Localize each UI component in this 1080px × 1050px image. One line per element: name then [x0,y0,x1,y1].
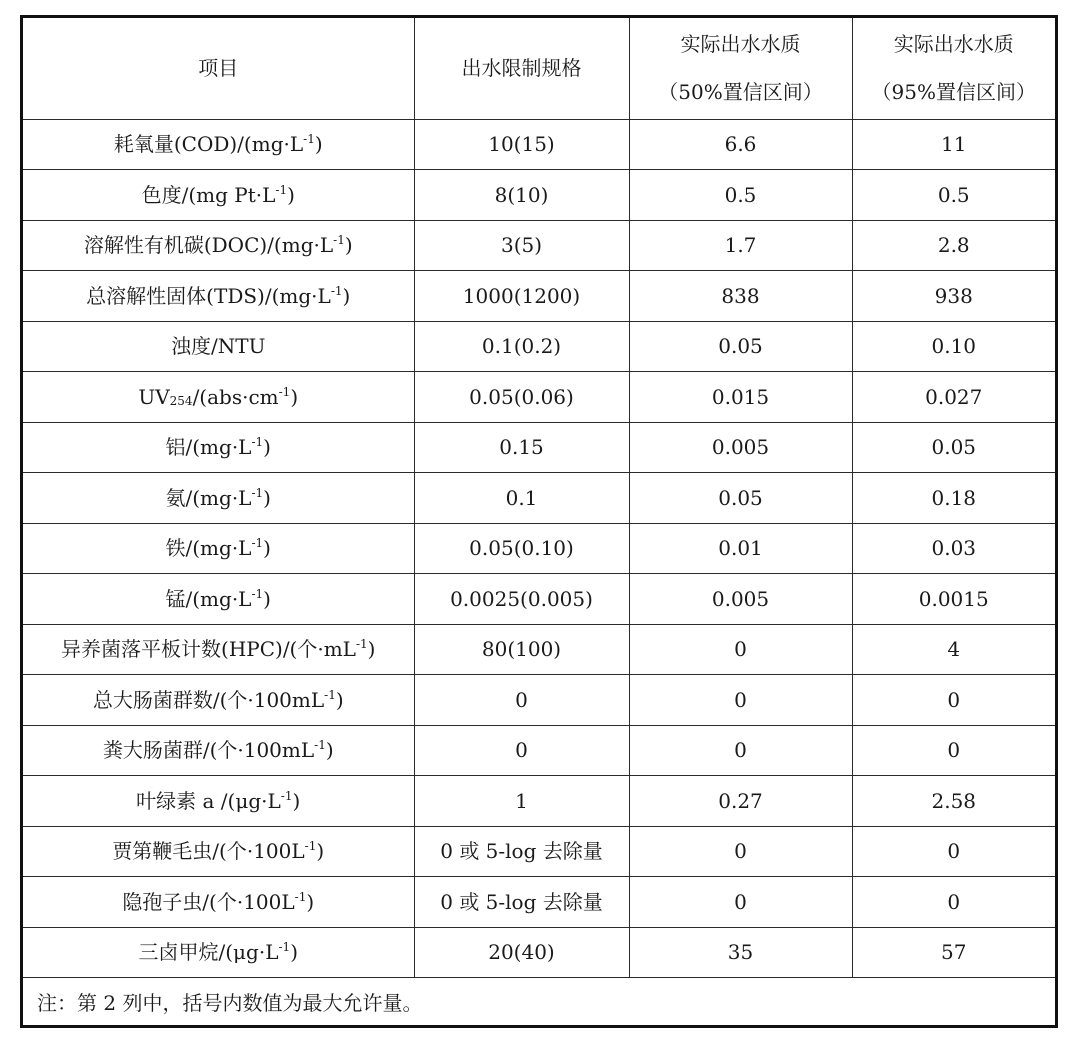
item-superscript: -1 [324,687,336,702]
item-name: 铁/(mg·L [165,536,252,561]
cell-limit: 0.1(0.2) [414,321,629,372]
item-closing: ) [290,384,299,409]
item-superscript: -1 [294,889,307,904]
item-closing: ) [342,283,351,308]
cell-item [23,826,414,877]
cell-quality-95: 11 [852,119,1055,170]
item-name: 粪大肠菌群/(个·100mL [102,738,315,763]
cell-limit: 20(40) [414,927,629,978]
header-item-label: 项目 [198,56,239,81]
item-superscript: -1 [304,839,317,854]
cell-item [23,675,414,726]
cell-limit: 0.05(0.10) [414,523,629,574]
cell-quality-50: 0 [629,826,852,877]
cell-limit: 0 [414,725,629,776]
item-superscript: -1 [275,182,288,197]
table-row [23,170,1055,221]
cell-limit: 0.0025(0.005) [414,574,629,625]
cell-quality-50: 0.05 [629,473,852,524]
header-limit-label: 出水限制规格 [461,56,582,81]
header-quality-95 [852,18,1055,119]
cell-quality-50: 6.6 [629,119,852,170]
header-item [23,18,414,119]
item-superscript: -1 [278,940,291,955]
header-limit [414,18,629,119]
cell-quality-95: 0.5 [852,170,1055,221]
item-name: 溶解性有机碳(DOC)/(mg·L [83,233,334,258]
cell-quality-95: 0 [852,675,1055,726]
item-superscript: -1 [251,435,264,450]
item-closing: ) [325,738,334,763]
table-row [23,422,1055,473]
cell-item [23,877,414,928]
cell-quality-95: 0 [852,877,1055,928]
cell-quality-50: 0.005 [629,422,852,473]
table-row [23,372,1055,423]
item-superscript: -1 [278,384,291,399]
cell-item [23,372,414,423]
item-superscript: -1 [251,485,264,500]
header-quality-50 [629,18,852,119]
item-name: 异养菌落平板计数(HPC)/(个·mL [61,637,356,662]
item-name: UV [138,384,170,409]
cell-quality-95: 2.58 [852,776,1055,827]
cell-quality-50: 0 [629,725,852,776]
item-name: 总大肠菌群数/(个·100mL [92,687,325,712]
cell-item [23,422,414,473]
cell-limit: 1 [414,776,629,827]
item-closing: ) [287,182,295,207]
cell-item [23,776,414,827]
item-closing: ) [367,637,376,662]
item-closing: ) [263,586,271,611]
item-closing: ) [335,687,344,712]
item-name: 浊度/NTU [171,334,266,359]
cell-quality-95: 0.0015 [852,574,1055,625]
item-name: 氨/(mg·L [165,485,252,510]
table-row [23,271,1055,322]
cell-item [23,119,414,170]
cell-quality-50: 0.005 [629,574,852,625]
item-closing: ) [316,839,325,864]
item-closing: ) [292,788,301,813]
cell-item [23,220,414,271]
item-name: 色度/(mg Pt·L [141,182,276,207]
cell-quality-50: 0.05 [629,321,852,372]
header-quality-95-line1: 实际出水水质 [893,32,1014,57]
table-row [23,927,1055,978]
cell-quality-50: 0 [629,675,852,726]
table-row [23,321,1055,372]
cell-quality-95: 0.027 [852,372,1055,423]
cell-quality-95: 938 [852,271,1055,322]
cell-limit: 10(15) [414,119,629,170]
cell-quality-50: 0.27 [629,776,852,827]
cell-quality-50: 838 [629,271,852,322]
water-quality-table [23,18,1055,978]
cell-limit: 8(10) [414,170,629,221]
table-row [23,473,1055,524]
item-name: 耗氧量(COD)/(mg·L [113,132,304,157]
table-row [23,624,1055,675]
cell-item [23,725,414,776]
cell-limit: 0 或 5-log 去除量 [414,877,629,928]
item-superscript: -1 [330,283,343,298]
cell-quality-95: 0.10 [852,321,1055,372]
table-row [23,675,1055,726]
table-row [23,877,1055,928]
table-row [23,220,1055,271]
item-closing: ) [306,889,315,914]
item-unit: /(abs·cm [192,384,279,409]
cell-quality-50: 0.01 [629,523,852,574]
cell-quality-50: 0.5 [629,170,852,221]
cell-quality-95: 4 [852,624,1055,675]
cell-quality-95: 0.03 [852,523,1055,574]
cell-item [23,624,414,675]
cell-limit: 80(100) [414,624,629,675]
cell-limit: 0.15 [414,422,629,473]
item-closing: ) [263,536,271,561]
cell-quality-95: 0 [852,826,1055,877]
item-superscript: -1 [251,536,264,551]
item-name: 铝/(mg·L [165,435,252,460]
cell-limit: 0 [414,675,629,726]
item-superscript: -1 [333,233,345,248]
cell-item [23,271,414,322]
table-row [23,725,1055,776]
cell-item [23,574,414,625]
header-quality-50-line1: 实际出水水质 [680,32,801,57]
table-footnote: 注：第 2 列中，括号内数值为最大允许量。 [37,991,423,1015]
cell-quality-95: 2.8 [852,220,1055,271]
table-row [23,523,1055,574]
cell-quality-95: 0.18 [852,473,1055,524]
cell-quality-50: 35 [629,927,852,978]
item-superscript: -1 [314,738,326,753]
item-closing: ) [263,485,271,510]
cell-quality-95: 57 [852,927,1055,978]
table-row [23,574,1055,625]
cell-limit: 1000(1200) [414,271,629,322]
cell-item [23,927,414,978]
item-closing: ) [263,435,271,460]
cell-limit: 0.1 [414,473,629,524]
item-superscript: -1 [303,132,315,147]
cell-quality-95: 0.05 [852,422,1055,473]
table-row [23,776,1055,827]
item-name: 锰/(mg·L [165,586,252,611]
item-name: 总溶解性固体(TDS)/(mg·L [86,283,331,308]
item-superscript: -1 [355,637,368,652]
item-closing: ) [314,132,323,157]
item-subscript: 254 [169,393,193,408]
item-name: 隐孢子虫/(个·100L [122,889,295,914]
item-name: 三卤甲烷/(μg·L [138,940,279,965]
cell-quality-50: 1.7 [629,220,852,271]
cell-item [23,321,414,372]
table-row [23,119,1055,170]
cell-item [23,473,414,524]
cell-limit: 3(5) [414,220,629,271]
cell-limit: 0 或 5-log 去除量 [414,826,629,877]
item-closing: ) [344,233,353,258]
item-superscript: -1 [280,788,293,803]
table-row [23,826,1055,877]
cell-limit: 0.05(0.06) [414,372,629,423]
cell-item [23,523,414,574]
item-name: 贾第鞭毛虫/(个·100L [112,839,305,864]
header-quality-95-line2: （95%置信区间） [871,80,1036,105]
cell-quality-95: 0 [852,725,1055,776]
item-closing: ) [290,940,298,965]
cell-quality-50: 0 [629,877,852,928]
cell-item [23,170,414,221]
header-quality-50-line2: （50%置信区间） [658,80,823,105]
table-frame [20,15,1058,1028]
cell-quality-50: 0 [629,624,852,675]
cell-quality-50: 0.015 [629,372,852,423]
header-row [23,18,1055,119]
item-name: 叶绿素 a /(μg·L [136,788,281,813]
item-superscript: -1 [251,586,264,601]
